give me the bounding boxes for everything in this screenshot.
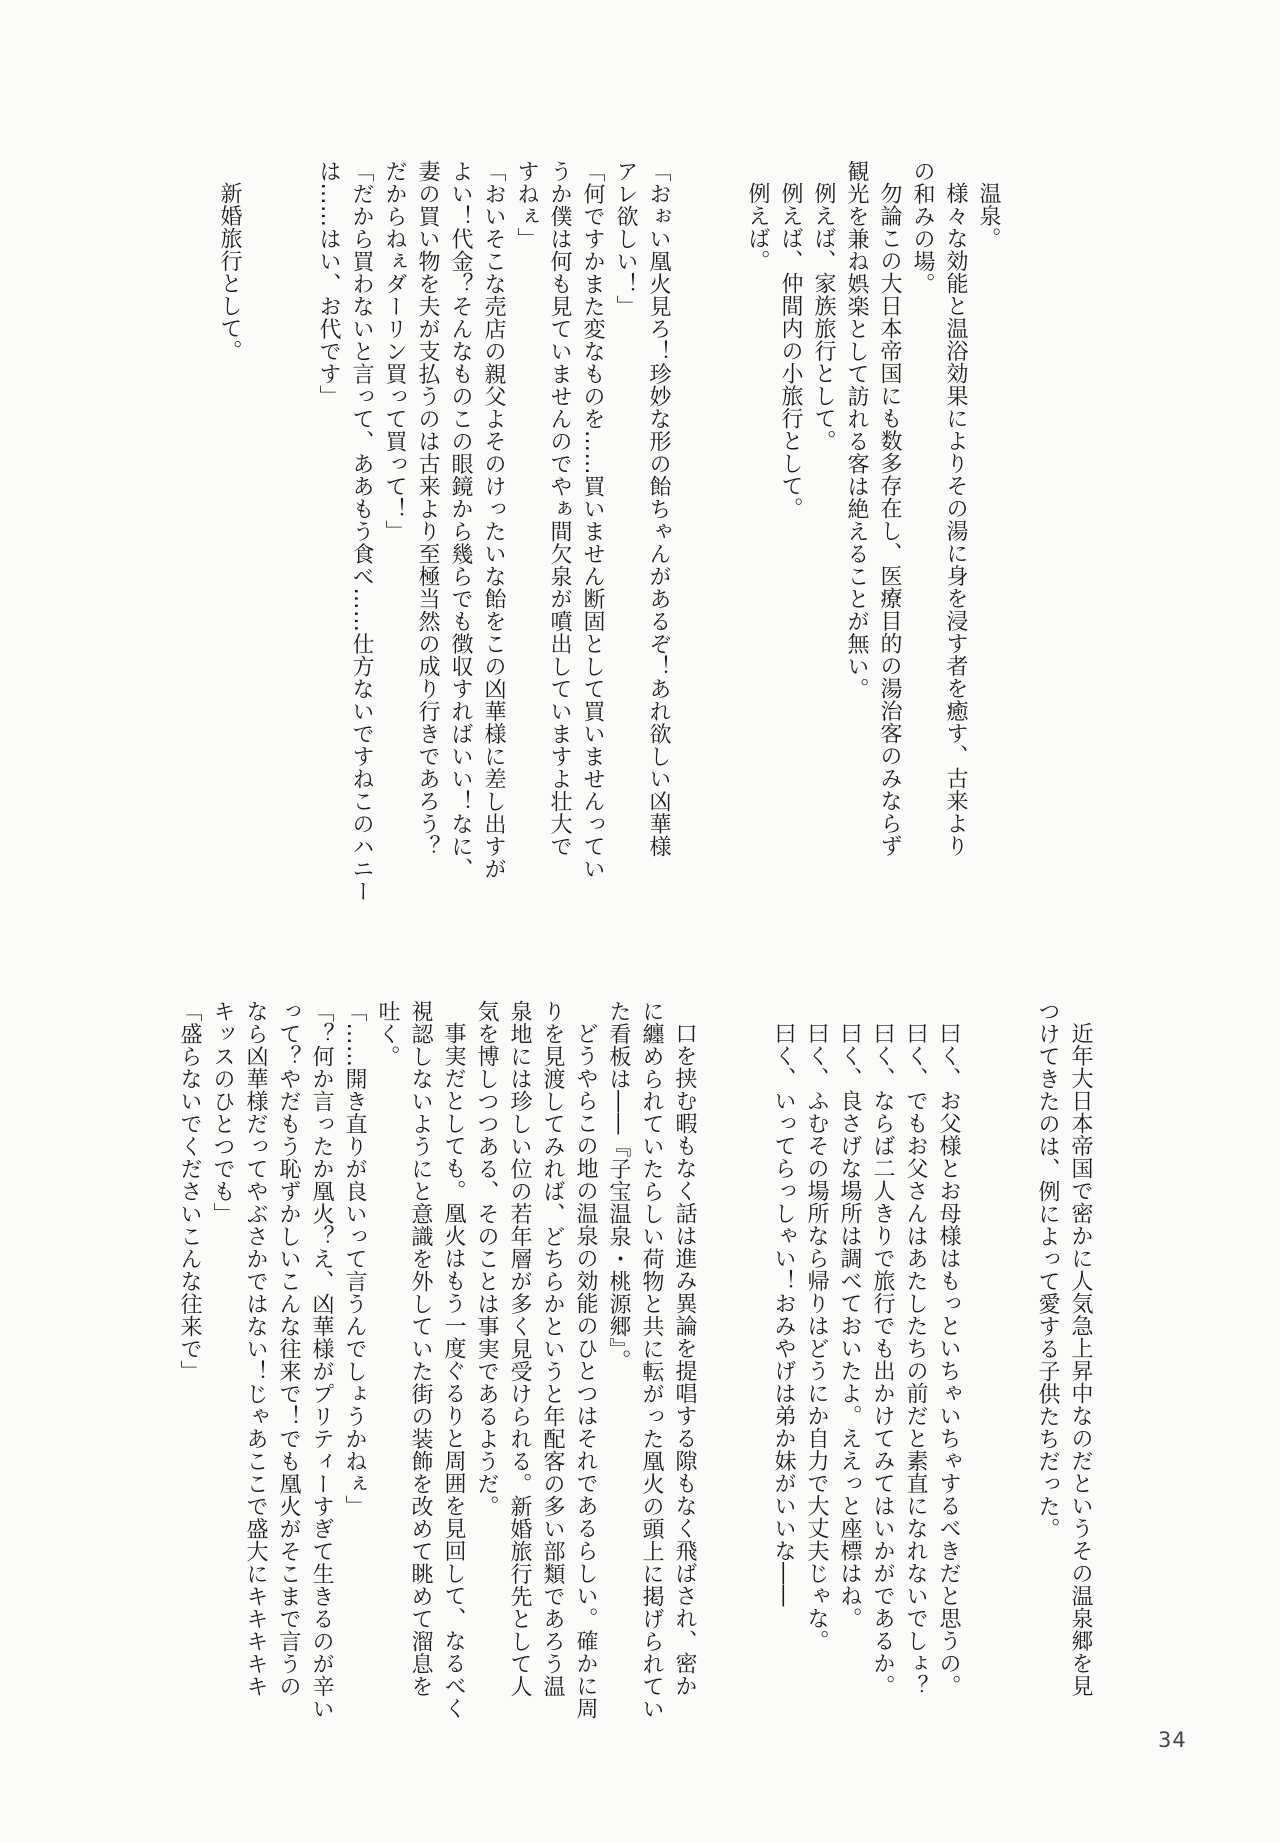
- top-text-block: [213, 160, 1005, 903]
- text-column: 「……開き直りが良いって言うんでしょうかねぇ」: [342, 1000, 367, 1518]
- text-column: りを見渡してみれば、どちらかというと年配客の多い部類であろう温: [540, 1000, 565, 1698]
- text-column: 曰く、ならば二人きりで旅行でも出かけてみてはいかがであるか。: [870, 1022, 895, 1697]
- text-column: 気を博しつつある、そのことは事実であるようだ。: [474, 1000, 499, 1518]
- text-column: 様々な効能と温浴効果によりその湯に身を浸す者を癒す、古来より: [943, 182, 968, 857]
- text-column: なら凶華様だってやぶさかではない！じゃあここで盛大にキキキキキ: [243, 1000, 268, 1698]
- text-column: よい！代金？そんなものこの眼鏡から幾らでも徴収すればいい！なに、: [448, 160, 473, 880]
- text-column: 「だから買わないと言って、ああもう食べ……仕方ないですねこのハニー: [349, 160, 374, 903]
- text-column: の和みの場。: [910, 160, 935, 295]
- bottom-text-block: [173, 1000, 1097, 1720]
- text-column: 「おぉい凰火見ろ！珍妙な形の飴ちゃんがあるぞ！あれ欲しい凶華様: [646, 160, 671, 858]
- text-column: 温泉。: [976, 182, 1001, 250]
- text-column: 「？何か言ったか凰火？え、凶華様がプリティーすぎて生きるのが辛い: [309, 1000, 334, 1720]
- text-column: 曰く、いってらっしゃい！おみやげは弟か妹がいいな――: [771, 1022, 796, 1607]
- text-column: 事実だとしても。凰火はもう一度ぐるりと周囲を見回して、なるべく: [441, 1022, 466, 1720]
- text-column: 妻の買い物を夫が支払うのは古来より至極当然の成り行きであろう？: [415, 160, 440, 858]
- text-column: だからねぇダーリン買って買って！」: [382, 160, 407, 543]
- text-column: って？やだもう恥ずかしいこんな往来で！でも凰火がそこまで言うの: [276, 1000, 301, 1698]
- text-column: 口を挟む暇もなく話は進み異論を提唱する隙もなく飛ばされ、密か: [672, 1022, 697, 1697]
- text-column: 「何ですかまた変なものを……買いません断固として買いませんってい: [580, 160, 605, 880]
- text-column: 近年大日本帝国で密かに人気急上昇中なのだというその温泉郷を見: [1068, 1022, 1093, 1697]
- text-column: 視認しないようにと意識を外していた街の装飾を改めて眺めて溜息を: [408, 1000, 433, 1698]
- text-column: 曰く、でもお父さんはあたしたちの前だと素直になれないでしょ？: [903, 1022, 928, 1697]
- text-column: 泉地には珍しい位の若年層が多く見受けられる。新婚旅行先として人: [507, 1000, 532, 1698]
- text-column: 吐く。: [375, 1000, 400, 1068]
- text-column: 勿論この大日本帝国にも数多存在し、医療目的の湯治客のみならず: [877, 182, 902, 857]
- text-column: 例えば。: [745, 182, 770, 272]
- text-column: アレ欲しい！」: [613, 160, 638, 318]
- page-number: 34: [1158, 1728, 1187, 1752]
- text-column: 例えば、家族旅行として。: [811, 182, 836, 452]
- text-column: うか僕は何も見ていませんのでやぁ間欠泉が噴出していますよ壮大で: [547, 160, 572, 858]
- text-column: どうやらこの地の温泉の効能のひとつはそれであるらしい。確かに周: [573, 1022, 598, 1720]
- text-column: つけてきたのは、例によって愛する子供たちだった。: [1035, 1000, 1060, 1540]
- text-column: 曰く、ふむその場所なら帰りはどうにか自力で大丈夫じゃな。: [804, 1022, 829, 1652]
- text-column: 例えば、仲間内の小旅行として。: [778, 182, 803, 520]
- text-column: 曰く、良さげな場所は調べておいたよ。ええっと座標はね。: [837, 1022, 862, 1630]
- text-column: キッスのひとつでも」: [210, 1000, 235, 1225]
- text-column: た看板は――『子宝温泉・桃源郷』。: [606, 1000, 631, 1372]
- text-column: 曰く、お父様とお母様はもっといちゃいちゃするべきだと思うの。: [936, 1022, 961, 1697]
- text-column: 観光を兼ね娯楽として訪れる客は絶えることが無い。: [844, 160, 869, 700]
- text-column: すねぇ」: [514, 160, 539, 250]
- text-column: 新婚旅行として。: [217, 182, 242, 362]
- text-column: 「盛らないでくださいこんな往来で」: [177, 1000, 202, 1383]
- text-column: は……はい、お代です」: [316, 160, 341, 408]
- text-column: に纏められていたらしい荷物と共に転がった凰火の頭上に掲げられてい: [639, 1000, 664, 1720]
- text-column: 「おいそこな売店の親父よそのけったいな飴をこの凶華様に差し出すが: [481, 160, 506, 880]
